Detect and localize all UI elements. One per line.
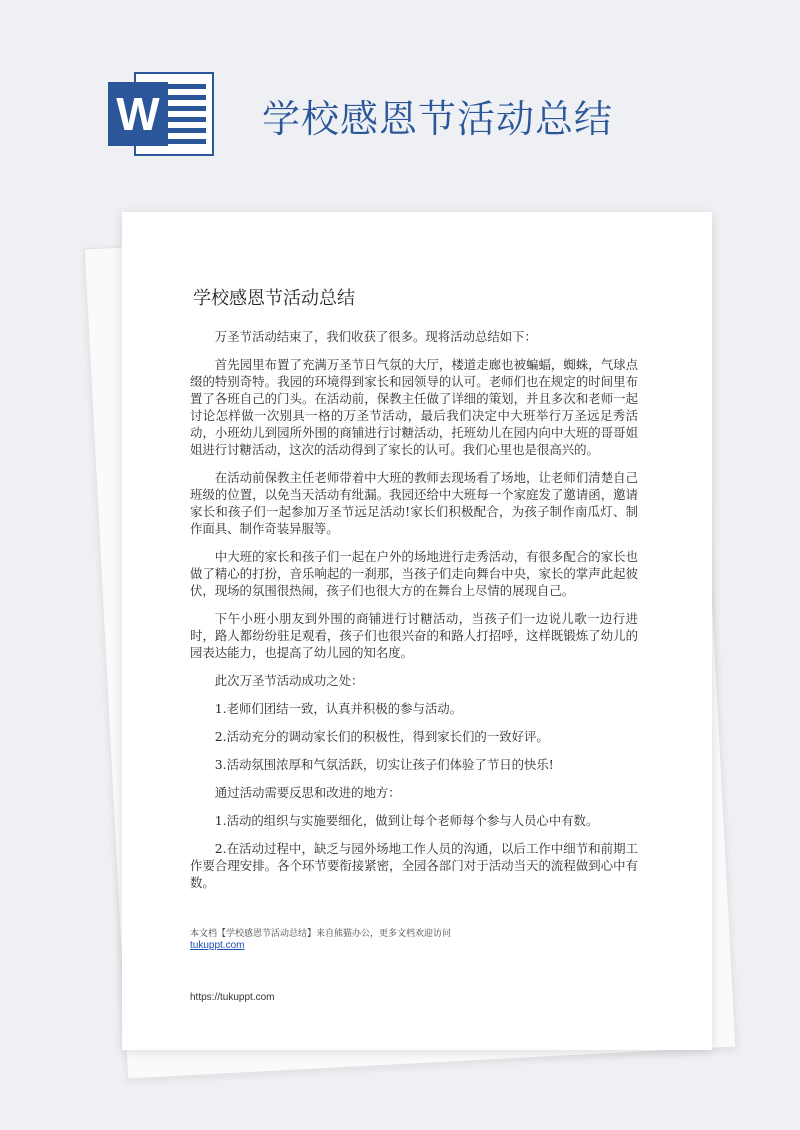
doc-line <box>168 95 206 100</box>
document-body <box>190 328 638 902</box>
paragraph: 在活动前保教主任老师带着中大班的教师去现场看了场地，让老师们清楚自己班级的位置，以免当天活动有纰漏。我园还给中大班每一个家庭发了邀请函，邀请家长和孩子们一起参加万圣节远足活动!家长们积极配合，为孩子制作南瓜灯、制作面具、制作奇装异服等。 <box>190 470 638 536</box>
footer-note <box>190 928 640 952</box>
list-item: 2.活动充分的调动家长们的积极性，得到家长们的一致好评。 <box>214 729 549 744</box>
word-letter-badge: W <box>108 82 168 146</box>
document-page <box>122 212 712 1050</box>
header-banner <box>0 0 800 200</box>
paragraph: 首先园里布置了充满万圣节日气氛的大厅，楼道走廊也被蝙蝠，蜘蛛，气球点缀的特别奇特。我园的环境得到家长和园领导的认可。老师们也在规定的时间里布置了各班自己的门头。在活动前，保教主任做了详细的策划，并且多次和老师一起讨论怎样做一次别具一格的万圣节活动，最后我们决定中大班举行万圣远足秀活动，小班幼儿到园所外围的商铺进行讨糖活动，托班幼儿在园内向中大班的哥哥姐姐进行讨糖活动，这次的活动得到了家长的认可。我们心里也是很高兴的。 <box>190 357 638 457</box>
document-title: 学校感恩节活动总结 <box>193 288 355 309</box>
header-title: 学校感恩节活动总结 <box>262 97 614 141</box>
footer-url[interactable]: https://tukuppt.com <box>190 992 275 1003</box>
doc-line <box>168 117 206 122</box>
doc-line <box>168 128 206 133</box>
paragraph: 通过活动需要反思和改进的地方： <box>214 785 401 800</box>
paragraph: 中大班的家长和孩子们一起在户外的场地进行走秀活动，有很多配合的家长也做了精心的打扮，音乐响起的一刹那，当孩子们走向舞台中央，家长的掌声此起彼伏，现场的氛围很热闹，孩子们也很大方的在舞台上尽情的展现自己。 <box>190 549 638 598</box>
list-item: 2.在活动过程中，缺乏与园外场地工作人员的沟通，以后工作中细节和前期工作要合理安排。各个环节要衔接紧密，全园各部门对于活动当天的流程做到心中有数。 <box>190 841 638 890</box>
word-icon <box>108 72 214 156</box>
list-item: 1.老师们团结一致，认真并积极的参与活动。 <box>214 701 463 716</box>
paragraph: 万圣节活动结束了，我们收获了很多。现将活动总结如下： <box>214 329 537 344</box>
doc-line <box>168 106 206 111</box>
doc-line <box>168 84 206 89</box>
footer-note-text: 本文档【学校感恩节活动总结】来自熊猫办公，更多文档欢迎访问 <box>190 929 452 939</box>
doc-line <box>168 139 206 144</box>
paragraph: 此次万圣节活动成功之处： <box>214 673 364 688</box>
list-item: 1.活动的组织与实施要细化，做到让每个老师每个参与人员心中有数。 <box>214 813 599 828</box>
list-item: 3.活动氛围浓厚和气氛活跃，切实让孩子们体验了节日的快乐! <box>214 757 554 772</box>
footer-link[interactable]: tukuppt.com <box>190 940 245 951</box>
paragraph: 下午小班小朋友到外围的商铺进行讨糖活动，当孩子们一边说儿歌一边行进时，路人都纷纷驻足观看，孩子们也很兴奋的和路人打招呼，这样既锻炼了幼儿的园表达能力，也提高了幼儿园的知名度。 <box>190 611 638 660</box>
